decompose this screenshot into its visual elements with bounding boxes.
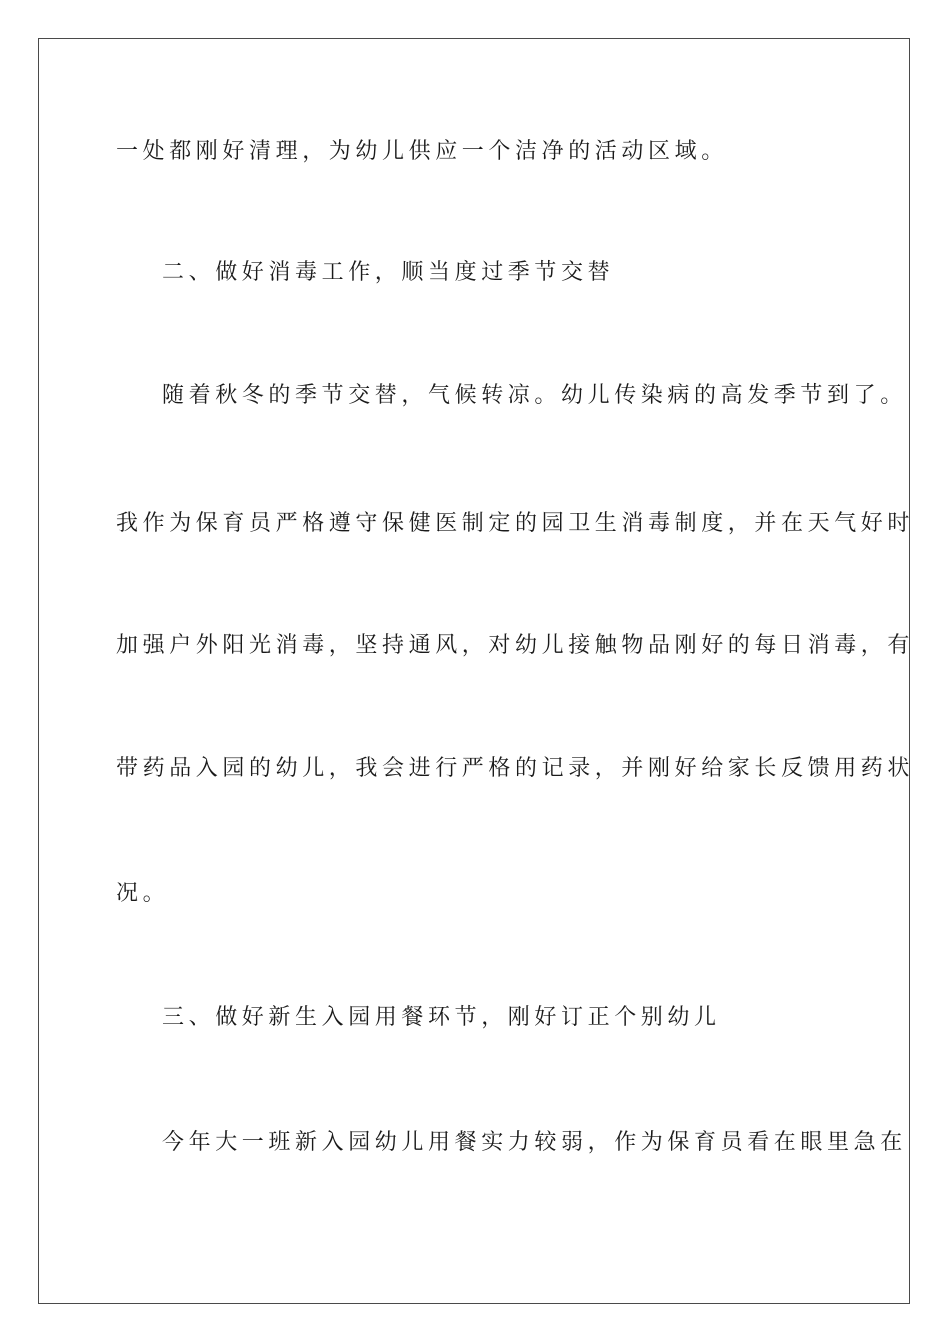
section-heading: 二、做好消毒工作，顺当度过季节交替 bbox=[162, 260, 615, 285]
paragraph-line: 随着秋冬的季节交替，气候转凉。幼儿传染病的高发季节到了。 bbox=[162, 383, 907, 408]
paragraph-line: 一处都刚好清理，为幼儿供应一个洁净的活动区域。 bbox=[116, 139, 728, 164]
page-border bbox=[38, 38, 910, 1304]
paragraph-line: 带药品入园的幼儿，我会进行严格的记录，并刚好给家长反馈用药状 bbox=[116, 756, 915, 781]
paragraph-line: 加强户外阳光消毒，坚持通风，对幼儿接触物品刚好的每日消毒，有 bbox=[116, 633, 915, 658]
section-heading: 三、做好新生入园用餐环节，刚好订正个别幼儿 bbox=[162, 1005, 721, 1030]
paragraph-line: 今年大一班新入园幼儿用餐实力较弱，作为保育员看在眼里急在 bbox=[162, 1130, 907, 1155]
paragraph-line: 我作为保育员严格遵守保健医制定的园卫生消毒制度，并在天气好时 bbox=[116, 511, 915, 536]
paragraph-line: 况。 bbox=[116, 881, 170, 906]
